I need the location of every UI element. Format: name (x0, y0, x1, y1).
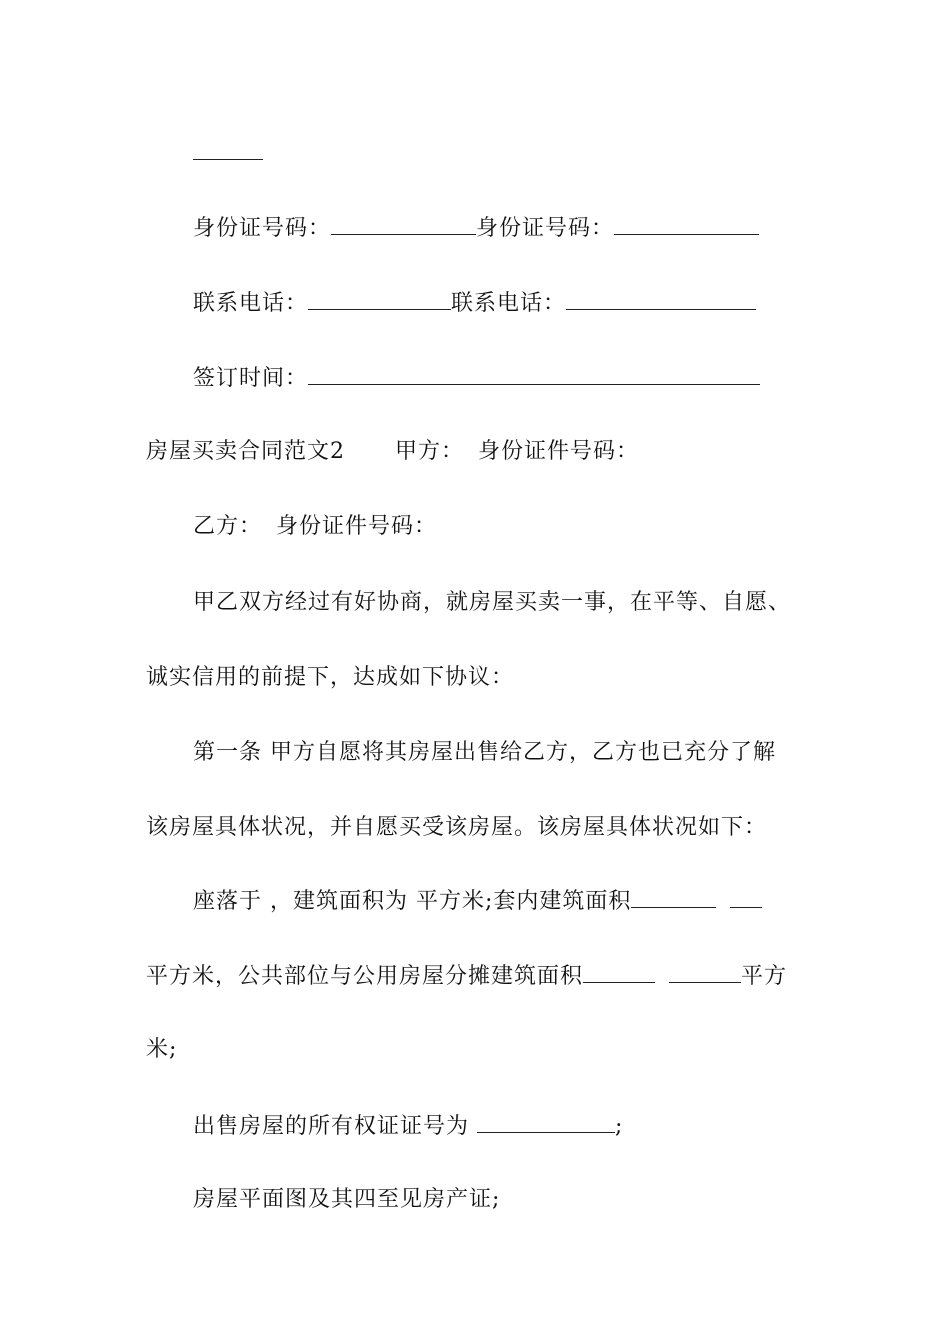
shared-area-blank[interactable] (583, 960, 655, 983)
inner-area-blank-2[interactable] (730, 885, 762, 908)
location-line (193, 885, 762, 917)
article-line: 该房屋具体状况，并自愿买受该房屋。该房屋具体状况如下： (146, 815, 768, 840)
sign-date-line (193, 362, 760, 394)
heading-line (146, 437, 639, 467)
phone-label-b: 联系电话： (451, 291, 567, 316)
id-number-line (193, 212, 759, 244)
phone-line (193, 287, 756, 319)
certificate-blank[interactable] (477, 1110, 615, 1133)
phone-label-a: 联系电话： (193, 291, 309, 316)
party-a-id-label: 身份证件号码： (478, 439, 640, 464)
party-a-label: 甲方： (395, 439, 465, 464)
phone-blank-a[interactable] (308, 287, 451, 310)
id-label-a: 身份证号码： (193, 216, 332, 241)
location-text: 座落于 ，建筑面积为 平方米;套内建筑面积 (193, 889, 632, 914)
article-line: 第一条 甲方自愿将其房屋出售给乙方，乙方也已充分了解 (193, 740, 776, 765)
id-blank-a[interactable] (331, 212, 476, 235)
paragraph-line: 甲乙双方经过有好协商，就房屋买卖一事，在平等、自愿、 (193, 590, 792, 615)
certificate-line (193, 1110, 623, 1142)
id-label-b: 身份证号码： (476, 216, 615, 241)
shared-area-text: 平方米，公共部位与公用房屋分摊建筑面积 (146, 964, 584, 989)
party-b-label: 乙方： (193, 514, 263, 539)
certificate-text: 出售房屋的所有权证证号为 (193, 1114, 477, 1139)
signature-blank-line (193, 159, 263, 160)
floor-plan-line: 房屋平面图及其四至见房产证; (193, 1187, 501, 1212)
inner-area-blank[interactable] (631, 885, 716, 908)
party-b-line (193, 512, 437, 542)
sign-date-blank[interactable] (308, 362, 760, 385)
area-unit-line: 米; (146, 1037, 178, 1062)
id-blank-b[interactable] (614, 212, 759, 235)
contract-heading: 房屋买卖合同范文2 (146, 439, 345, 464)
phone-blank-b[interactable] (566, 287, 756, 310)
sign-label: 签订时间： (193, 366, 309, 391)
shared-area-blank-2[interactable] (669, 960, 741, 983)
party-b-id-label: 身份证件号码： (276, 514, 438, 539)
shared-area-unit: 平方 (741, 964, 788, 989)
shared-area-line (146, 960, 787, 992)
paragraph-line: 诚实信用的前提下，达成如下协议： (146, 665, 515, 690)
certificate-end: ; (615, 1114, 624, 1139)
